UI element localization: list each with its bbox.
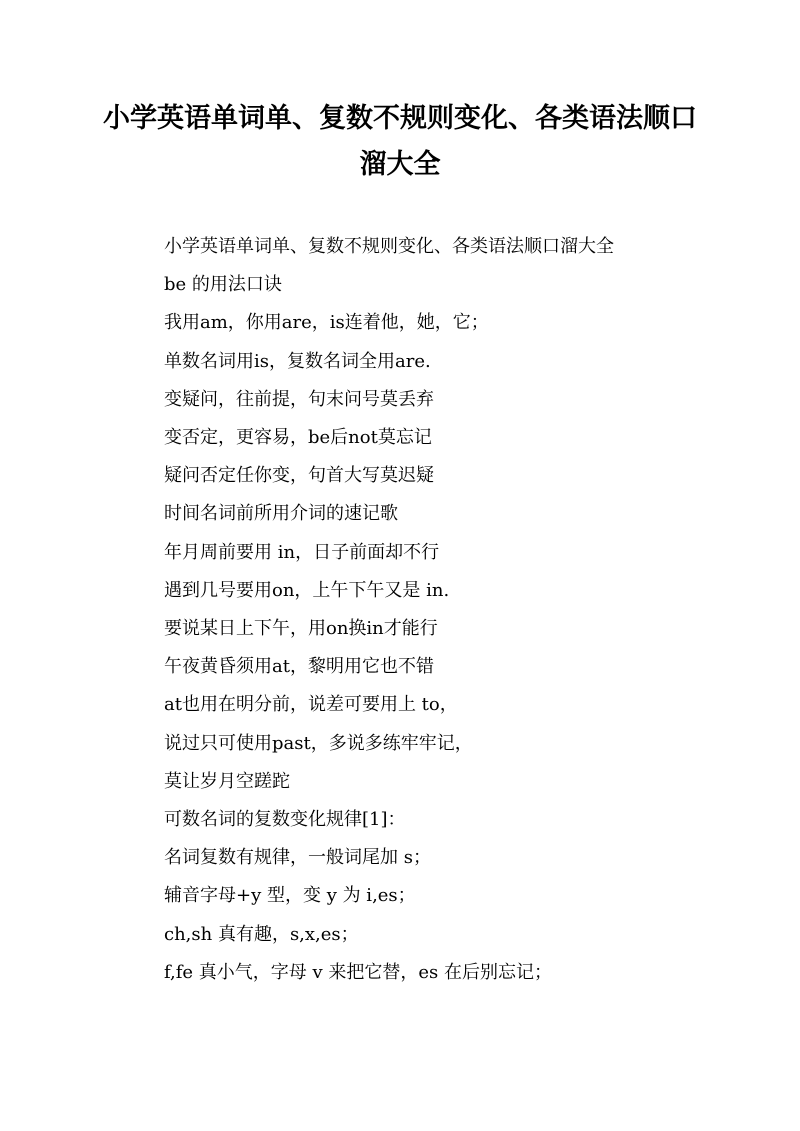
paragraph: 变否定，更容易，be后not莫忘记 <box>164 427 432 449</box>
paragraph: 说过只可使用past，多说多练牢牢记， <box>164 732 473 754</box>
paragraph: at也用在明分前，说差可要用上 to， <box>164 694 458 716</box>
paragraph: 疑问否定任你变，句首大写莫迟疑 <box>164 465 434 487</box>
paragraph: 年月周前要用 in，日子前面却不行 <box>164 541 440 563</box>
paragraph: 午夜黄昏须用at，黎明用它也不错 <box>164 656 434 678</box>
paragraph: 可数名词的复数变化规律[1]： <box>164 809 406 831</box>
paragraph: 我用am，你用are，is连着他，她，它； <box>164 312 489 334</box>
paragraph: 遇到几号要用on，上午下午又是 in. <box>164 579 450 601</box>
paragraph: 莫让岁月空蹉跎 <box>164 770 290 792</box>
paragraph: be 的用法口诀 <box>164 274 282 296</box>
paragraph: ch,sh 真有趣，s,x,es； <box>164 923 359 945</box>
document-title: 小学英语单词单、复数不规则变化、各类语法顺口溜大全 <box>103 103 697 180</box>
paragraph: 变疑问，往前提，句末问号莫丢弃 <box>164 388 434 410</box>
document-body <box>124 228 684 992</box>
paragraph: 单数名词用is，复数名词全用are. <box>164 350 431 372</box>
paragraph: 名词复数有规律，一般词尾加 s； <box>164 847 431 869</box>
paragraph: 时间名词前所用介词的速记歌 <box>164 503 398 525</box>
paragraph: f,fe 真小气，字母 v 来把它替，es 在后别忘记； <box>164 961 553 983</box>
paragraph: 要说某日上下午，用on换in才能行 <box>164 618 438 640</box>
paragraph-intro: 小学英语单词单、复数不规则变化、各类语法顺口溜大全 <box>164 236 614 257</box>
paragraph: 辅音字母+y 型，变 y 为 i,es； <box>164 885 416 907</box>
